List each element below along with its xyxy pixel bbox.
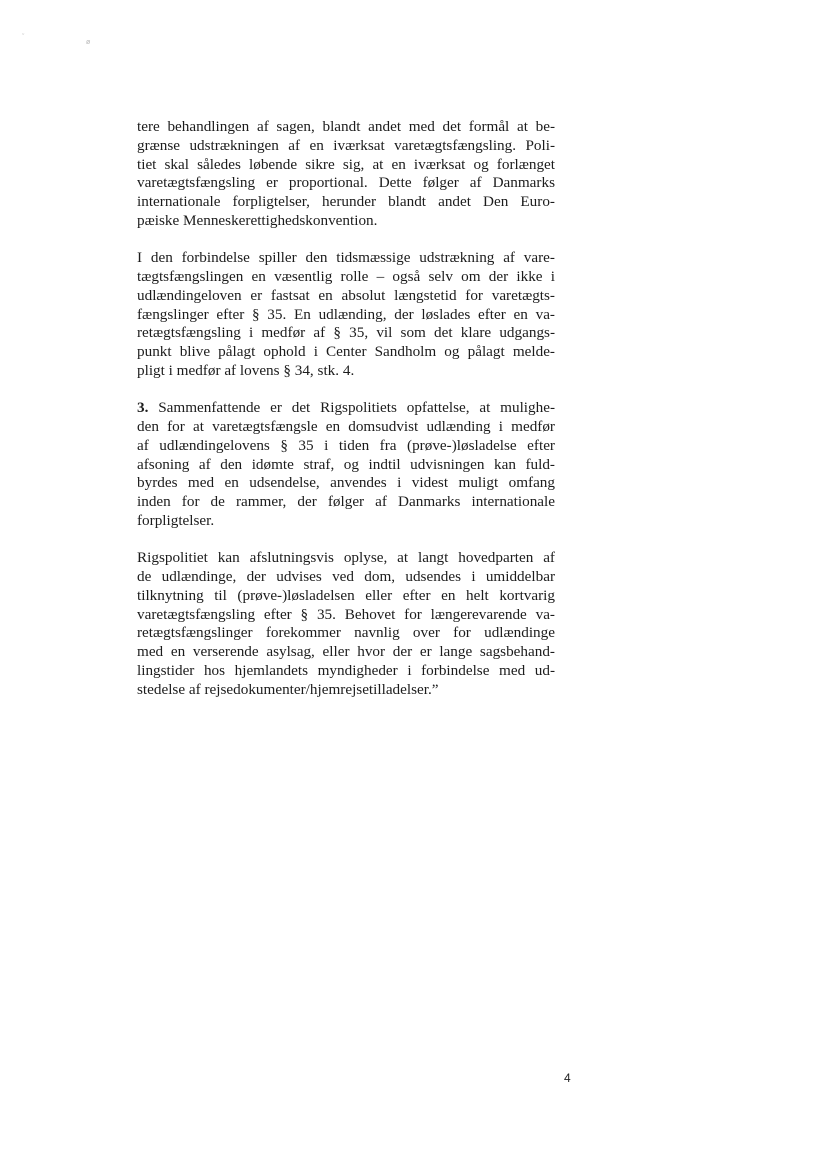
text-line: retægtsfængsling i medfør af § 35, vil som det klare udgangs- xyxy=(137,324,555,342)
text-line: tiet skal således løbende sikre sig, at en iværksat og forlænget xyxy=(137,155,555,173)
text-line: lingstider hos hjemlandets myndigheder i forbindelse med ud- xyxy=(137,661,555,679)
text-line: pæiske Menneskerettighedskonvention. xyxy=(137,211,378,229)
text-line: stedelse af rejsedokumenter/hjemrejsetilladelser.” xyxy=(137,680,439,698)
paragraph xyxy=(137,549,555,699)
text-line: I den forbindelse spiller den tidsmæssige udstrækning af vare- xyxy=(137,249,555,267)
text-line: tægtsfængslingen en væsentlig rolle – også selv om der ikke i xyxy=(137,268,555,285)
paragraph xyxy=(137,118,555,231)
text-line xyxy=(137,399,555,418)
text-line: varetægtsfængsling efter § 35. Behovet for længerevarende va- xyxy=(137,605,555,623)
text-line: inden for de rammer, der følger af Danmarks internationale xyxy=(137,493,555,510)
text-line: den for at varetægtsfængsle en domsudvist udlænding i medfør xyxy=(137,418,555,435)
text-line: grænse udstrækningen af en iværksat varetægtsfængsling. Poli- xyxy=(137,136,555,154)
text-line: punkt blive pålagt ophold i Center Sandholm og pålagt melde- xyxy=(137,343,555,360)
text-line: tere behandlingen af sagen, blandt andet med det formål at be- xyxy=(137,118,555,135)
text-line: af udlændingelovens § 35 i tiden fra (prøve-)løsladelse efter xyxy=(137,436,555,454)
letter-body xyxy=(137,118,555,718)
text-line: varetægtsfængsling er proportional. Dette følger af Danmarks xyxy=(137,174,555,192)
text-line: retægtsfængslinger forekommer navnlig over for udlændinge xyxy=(137,624,555,642)
text-line: afsoning af den idømte straf, og indtil udvisningen kan fuld- xyxy=(137,455,555,473)
text-line: med en verserende asylsag, eller hvor der er lange sagsbehand- xyxy=(137,643,555,660)
text-line: forpligtelser. xyxy=(137,511,215,529)
page-number: 4 xyxy=(564,1071,571,1085)
section-number: 3. xyxy=(137,399,149,417)
scan-speck-mark: ø xyxy=(86,39,91,46)
text-line-rest: Sammenfattende er det Rigspolitiets opfattelse, at mulighe- xyxy=(148,399,555,417)
text-line: Rigspolitiet kan afslutningsvis oplyse, at langt hovedparten af xyxy=(137,549,555,567)
text-line: pligt i medfør af lovens § 34, stk. 4. xyxy=(137,361,355,379)
text-line: udlændingeloven er fastsat en absolut længstetid for varetægts- xyxy=(137,286,555,304)
text-line: tilknytning til (prøve-)løsladelsen eller efter en helt kortvarig xyxy=(137,586,555,604)
text-line: fængslinger efter § 35. En udlænding, der løslades efter en va- xyxy=(137,305,555,323)
text-line: de udlændinge, der udvises ved dom, udsendes i umiddelbar xyxy=(137,568,555,585)
numbered-paragraph xyxy=(137,399,555,530)
paragraph xyxy=(137,249,555,380)
text-line: internationale forpligtelser, herunder blandt andet Den Euro- xyxy=(137,193,555,210)
scan-speck-mark: ˇ xyxy=(22,34,25,41)
text-line: byrdes med en udsendelse, anvendes i videst muligt omfang xyxy=(137,474,555,492)
